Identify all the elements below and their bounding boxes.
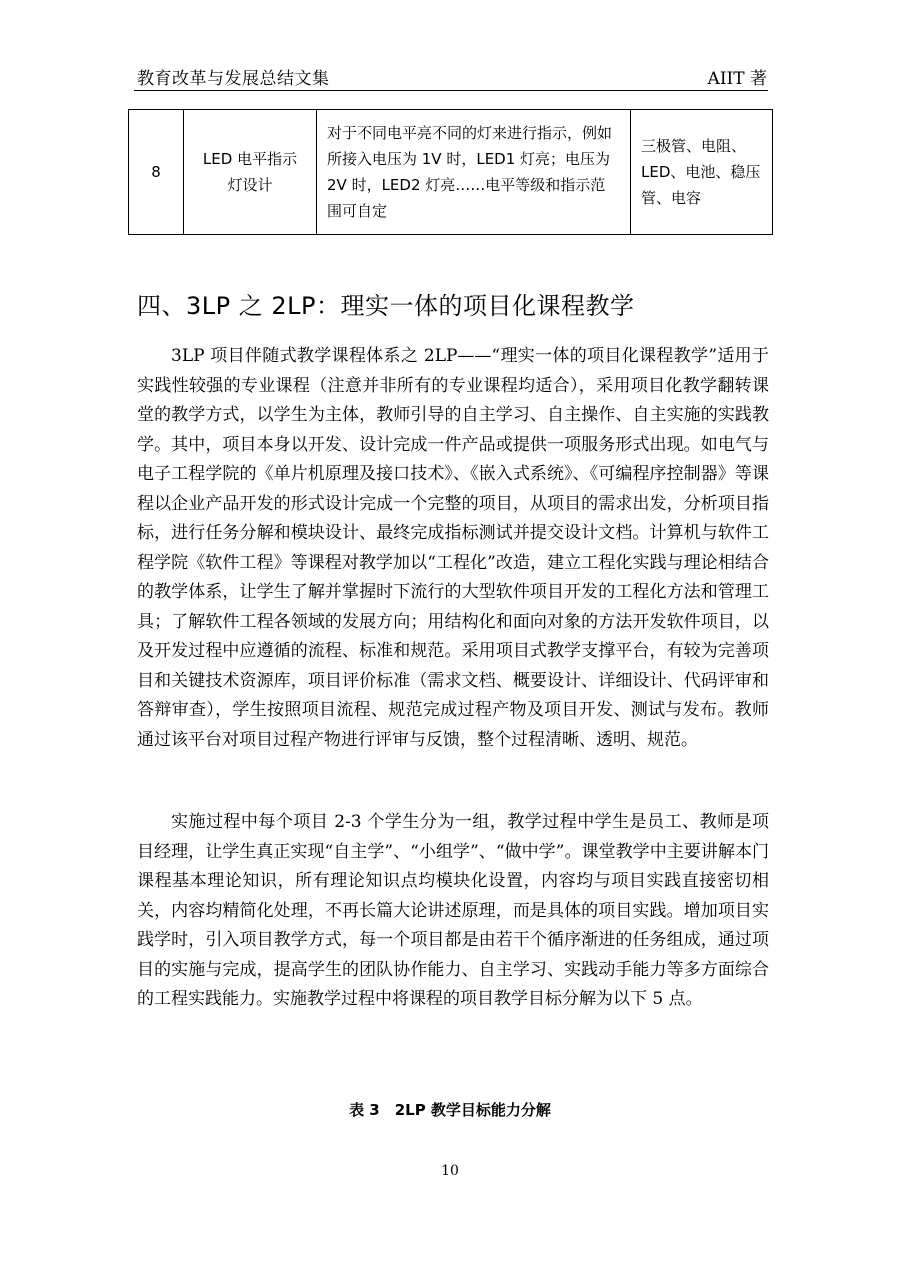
running-header-title: 教育改革与发展总结文集	[137, 69, 330, 89]
body-paragraph: 实施过程中每个项目 2-3 个学生分为一组，教学过程中学生是员工、教师是项目经理，让学生真正实现“自主学”、“小组学”、“做中学”。课堂教学中主要讲解本门课程基本理论知识，所有理论知识点均模块化设置，内容均与项目实践直接密切相关，内容均精简化处理，不再长篇大论讲述原理，而是具体的项目实践。增加项目实践学时，引入项目教学方式，每一个项目都是由若干个循序渐进的任务组成，通过项目的实施与完成，提高学生的团队协作能力、自主学习、实践动手能力等多方面综合的工程实践能力。实施教学过程中将课程的项目教学目标分解为以下 5 点。	[137, 812, 769, 1009]
table-cell-project-name: LED 电平指示灯设计	[184, 110, 317, 235]
project-table	[128, 109, 773, 235]
section-heading: 四、3LP 之 2LP：理实一体的项目化课程教学	[137, 292, 635, 320]
table-cell-description: 对于不同电平亮不同的灯来进行指示，例如所接入电压为 1V 时，LED1 灯亮；电压为 2V 时，LED2 灯亮……电平等级和指示范围可自定	[317, 110, 631, 235]
page-number: 10	[441, 1163, 459, 1179]
running-header-author: AIIT 著	[707, 69, 767, 89]
table-cell-components: 三极管、电阻、LED、电池、稳压管、电容	[631, 110, 773, 235]
header-divider	[134, 90, 768, 91]
body-paragraph: 3LP 项目伴随式教学课程体系之 2LP——“理实一体的项目化课程教学”适用于实践性较强的专业课程（注意并非所有的专业课程均适合），采用项目化教学翻转课堂的教学方式，以学生为主体，教师引导的自主学习、自主操作、自主实施的实践教学。其中，项目本身以开发、设计完成一件产品或提供一项服务形式出现。如电气与电子工程学院的《单片机原理及接口技术》、《嵌入式系统》、《可编程序控制器》等课程以企业产品开发的形式设计完成一个完整的项目，从项目的需求出发，分析项目指标，进行任务分解和模块设计、最终完成指标测试并提交设计文档。计算机与软件工程学院《软件工程》等课程对教学加以“工程化”改造，建立工程化实践与理论相结合的教学体系，让学生了解并掌握时下流行的大型软件项目开发的工程化方法和管理工具；了解软件工程各领域的发展方向；用结构化和面向对象的方法开发软件项目，以及开发过程中应遵循的流程、标准和规范。采用项目式教学支撑平台，有较为完善项目和关键技术资源库，项目评价标准（需求文档、概要设计、详细设计、代码评审和答辩审查），学生按照项目流程、规范完成过程产物及项目开发、测试与发布。教师通过该平台对项目过程产物进行评审与反馈，整个过程清晰、透明、规范。	[137, 346, 769, 750]
table-row	[129, 110, 773, 235]
table-caption: 表 3 2LP 教学目标能力分解	[349, 1101, 551, 1119]
table-cell-number: 8	[129, 110, 184, 235]
